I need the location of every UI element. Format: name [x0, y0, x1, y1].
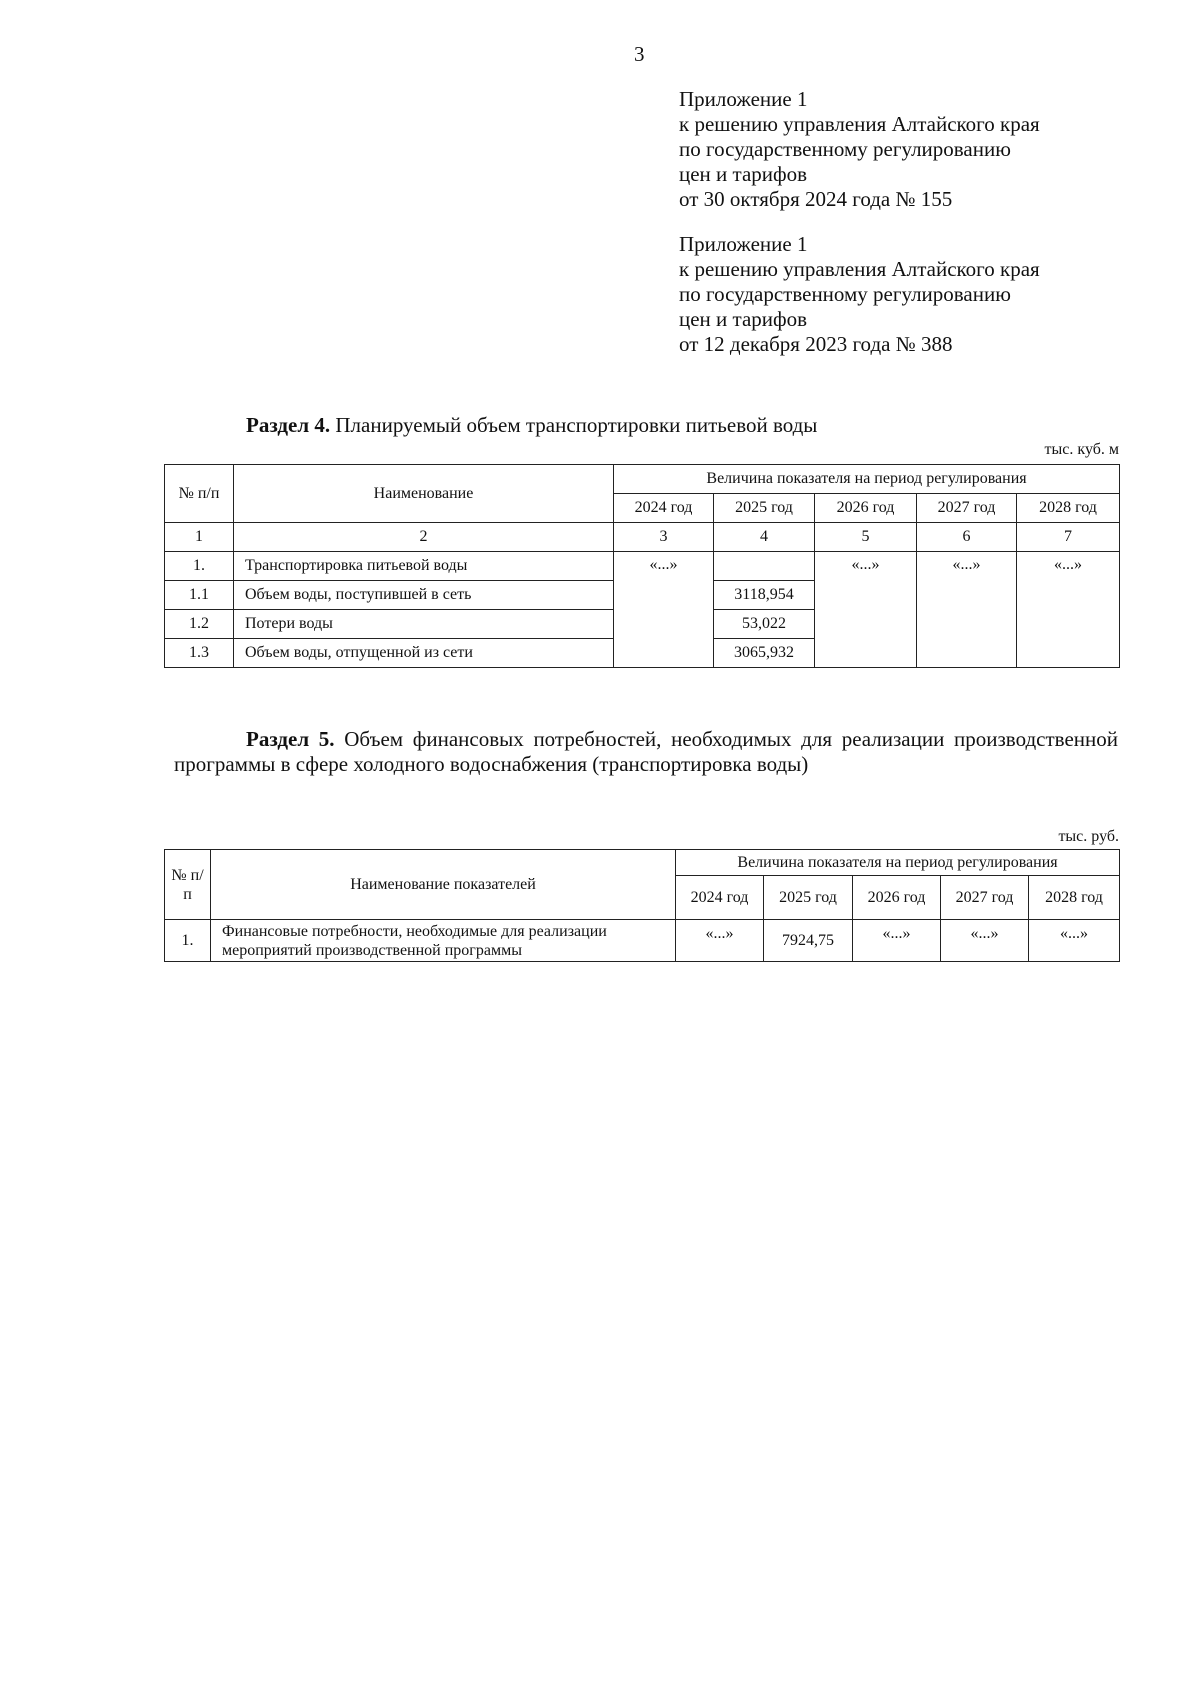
header-period: Величина показателя на период регулирования	[614, 465, 1120, 494]
row-name: Потери воды	[234, 610, 614, 639]
page-number: 3	[634, 42, 645, 66]
header-period: Величина показателя на период регулирования	[676, 850, 1120, 876]
row-num: 1.	[165, 920, 211, 962]
row-name: Транспортировка питьевой воды	[234, 552, 614, 581]
header-year: 2026 год	[815, 494, 917, 523]
row-num: 1.2	[165, 610, 234, 639]
header-year: 2024 год	[676, 876, 764, 920]
header-year: 2025 год	[714, 494, 815, 523]
header-year: 2028 год	[1017, 494, 1120, 523]
header-year: 2027 год	[941, 876, 1029, 920]
annex-line: от 12 декабря 2023 года № 388	[679, 332, 953, 356]
row-name: Объем воды, отпущенной из сети	[234, 639, 614, 668]
header-year: 2025 год	[764, 876, 853, 920]
section5-unit: тыс. руб.	[1058, 828, 1119, 845]
annex-line: к решению управления Алтайского края	[679, 112, 1040, 136]
row-num: 1.3	[165, 639, 234, 668]
annex-line: от 30 октября 2024 года № 155	[679, 187, 953, 211]
cell-2027: «...»	[941, 920, 1029, 962]
column-number-row	[165, 523, 1120, 552]
annex-line: Приложение 1	[679, 87, 808, 111]
annex-current-block	[679, 87, 1040, 212]
row-name: Финансовые потребности, необходимые для реализации мероприятий производственной программы	[211, 920, 676, 962]
cell-2025: 3118,954	[714, 581, 815, 610]
col-number: 2	[234, 523, 614, 552]
cell-2025: 7924,75	[764, 920, 853, 962]
cell-2027: «...»	[917, 552, 1017, 668]
section4-label: Раздел 4.	[246, 413, 331, 437]
cell-2024: «...»	[676, 920, 764, 962]
section4-unit: тыс. куб. м	[1044, 441, 1119, 458]
cell-2028: «...»	[1029, 920, 1120, 962]
col-number: 5	[815, 523, 917, 552]
table-row	[165, 920, 1120, 962]
section4-table	[164, 464, 1120, 668]
col-number: 6	[917, 523, 1017, 552]
col-number: 3	[614, 523, 714, 552]
header-year: 2027 год	[917, 494, 1017, 523]
header-year: 2028 год	[1029, 876, 1120, 920]
cell-2026: «...»	[853, 920, 941, 962]
section5-title: Объем финансовых потребностей, необходимых для реализации производственной программы в сфере холодного водоснабжения (транспортировка воды)	[174, 727, 1118, 776]
cell-2024: «...»	[614, 552, 714, 668]
annex-line: цен и тарифов	[679, 162, 808, 186]
section5-heading	[174, 727, 1118, 777]
header-name: Наименование	[234, 465, 614, 523]
row-name: Объем воды, поступившей в сеть	[234, 581, 614, 610]
section4-title: Планируемый объем транспортировки питьевой воды	[335, 413, 818, 437]
row-num: 1.	[165, 552, 234, 581]
annex-line: Приложение 1	[679, 232, 808, 256]
annex-line: цен и тарифов	[679, 307, 808, 331]
col-number: 1	[165, 523, 234, 552]
cell-2025: 53,022	[714, 610, 815, 639]
annex-previous-block	[679, 232, 1040, 357]
col-number: 7	[1017, 523, 1120, 552]
annex-line: по государственному регулированию	[679, 282, 1011, 306]
cell-2028: «...»	[1017, 552, 1120, 668]
section5-label: Раздел 5.	[246, 727, 335, 751]
header-num: № п/п	[165, 850, 211, 920]
cell-2025: 3065,932	[714, 639, 815, 668]
row-num: 1.1	[165, 581, 234, 610]
header-name: Наименование показателей	[211, 850, 676, 920]
table-row	[165, 552, 1120, 581]
header-year: 2024 год	[614, 494, 714, 523]
header-num: № п/п	[165, 465, 234, 523]
cell-2026: «...»	[815, 552, 917, 668]
section4-heading	[246, 413, 817, 438]
section5-table	[164, 849, 1120, 962]
annex-line: по государственному регулированию	[679, 137, 1011, 161]
annex-line: к решению управления Алтайского края	[679, 257, 1040, 281]
header-year: 2026 год	[853, 876, 941, 920]
col-number: 4	[714, 523, 815, 552]
cell-2025	[714, 552, 815, 581]
